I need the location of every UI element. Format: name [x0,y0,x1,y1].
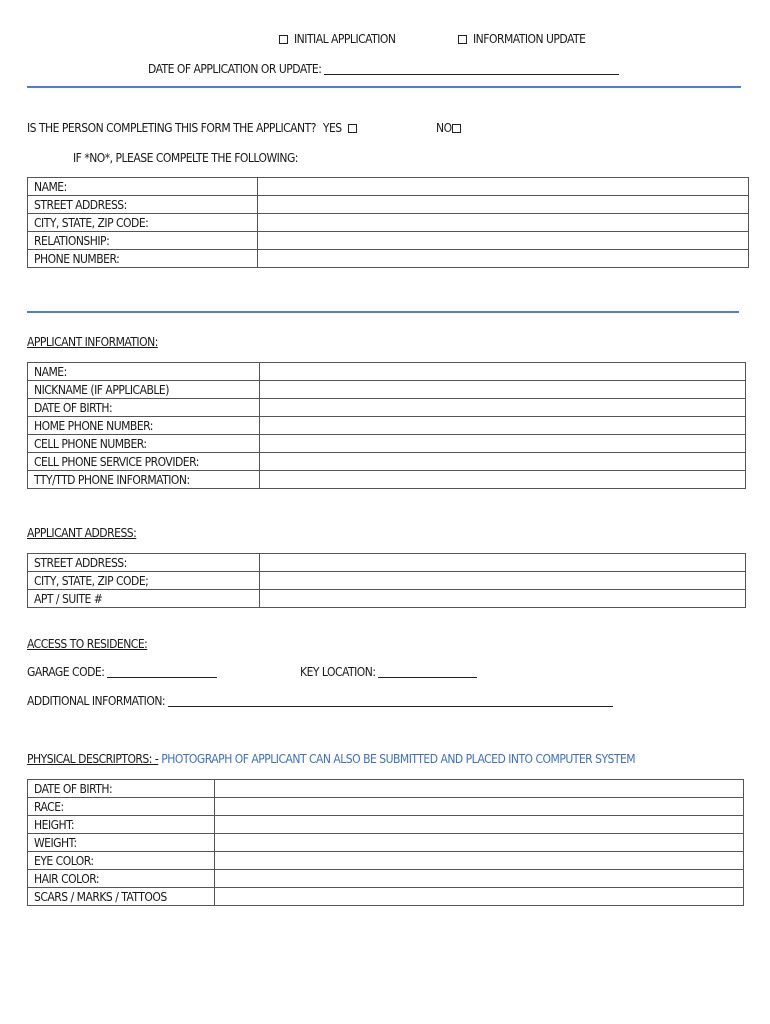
completer-table [27,177,749,268]
additional-information-blank[interactable] [168,696,613,707]
row-input[interactable] [260,363,746,381]
row-label: CELL PHONE NUMBER: [28,435,260,453]
row-input[interactable] [215,834,744,852]
row-label: WEIGHT: [28,834,215,852]
row-input[interactable] [215,816,744,834]
physical-descriptors-table [27,779,744,906]
row-input[interactable] [260,435,746,453]
row-input[interactable] [260,554,746,572]
row-input[interactable] [215,870,744,888]
table-row [28,780,744,798]
applicant-address-table [27,553,746,608]
row-input[interactable] [215,888,744,906]
row-label: CELL PHONE SERVICE PROVIDER: [28,453,260,471]
row-label: HOME PHONE NUMBER: [28,417,260,435]
table-row [28,250,749,268]
row-label: PHONE NUMBER: [28,250,258,268]
row-input[interactable] [215,780,744,798]
row-label: HAIR COLOR: [28,870,215,888]
table-row [28,852,744,870]
row-label: NAME: [28,178,258,196]
table-row [28,453,746,471]
row-input[interactable] [258,214,749,232]
information-update-checkbox[interactable] [458,35,467,44]
additional-information-label: ADDITIONAL INFORMATION: [27,694,166,708]
row-input[interactable] [258,232,749,250]
row-label: DATE OF BIRTH: [28,399,260,417]
row-label: STREET ADDRESS: [28,196,258,214]
access-to-residence-heading: ACCESS TO RESIDENCE: [27,637,148,651]
table-row [28,554,746,572]
garage-code-field[interactable] [27,665,217,679]
table-row [28,590,746,608]
table-row [28,178,749,196]
row-input[interactable] [260,471,746,489]
key-location-blank[interactable] [378,667,477,678]
date-of-application-blank[interactable] [324,64,619,75]
initial-application-label: INITIAL APPLICATION [294,32,396,46]
section-divider [27,86,741,88]
section-divider [27,311,739,313]
row-label: CITY, STATE, ZIP CODE; [28,572,260,590]
row-label: NAME: [28,363,260,381]
row-label: RELATIONSHIP: [28,232,258,250]
row-input[interactable] [260,572,746,590]
table-row [28,798,744,816]
row-input[interactable] [260,417,746,435]
row-input[interactable] [260,453,746,471]
yes-checkbox[interactable] [348,124,357,133]
row-input[interactable] [215,798,744,816]
table-row [28,381,746,399]
date-of-application-label: DATE OF APPLICATION OR UPDATE: [148,62,322,76]
row-label: HEIGHT: [28,816,215,834]
yes-label: YES [322,121,342,135]
row-input[interactable] [215,852,744,870]
information-update-label: INFORMATION UPDATE [473,32,586,46]
row-label: RACE: [28,798,215,816]
completer-question [27,121,357,135]
table-row [28,870,744,888]
table-row [28,888,744,906]
no-option[interactable] [436,121,461,135]
applicant-information-heading: APPLICANT INFORMATION: [27,335,158,349]
initial-application-option[interactable] [279,32,395,46]
table-row [28,572,746,590]
row-label: APT / SUITE # [28,590,260,608]
table-row [28,834,744,852]
row-label: EYE COLOR: [28,852,215,870]
row-input[interactable] [258,196,749,214]
row-label: NICKNAME (IF APPLICABLE) [28,381,260,399]
key-location-label: KEY LOCATION: [300,665,376,679]
table-row [28,196,749,214]
additional-information-field[interactable] [27,694,613,708]
row-input[interactable] [260,590,746,608]
photograph-note: PHOTOGRAPH OF APPLICANT CAN ALSO BE SUBMITTED AND PLACED INTO COMPUTER SYSTEM [161,752,636,766]
initial-application-checkbox[interactable] [279,35,288,44]
table-row [28,214,749,232]
row-input[interactable] [260,399,746,417]
row-label: DATE OF BIRTH: [28,780,215,798]
row-input[interactable] [258,250,749,268]
key-location-field[interactable] [300,665,477,679]
garage-code-label: GARAGE CODE: [27,665,105,679]
completer-instruction: IF *NO*, PLEASE COMPELTE THE FOLLOWING: [73,151,298,165]
physical-descriptors-label: PHYSICAL DESCRIPTORS: - [27,752,159,766]
table-row [28,399,746,417]
garage-code-blank[interactable] [107,667,217,678]
row-input[interactable] [260,381,746,399]
no-checkbox[interactable] [452,124,461,133]
table-row [28,816,744,834]
completer-question-label: IS THE PERSON COMPLETING THIS FORM THE APPLICANT? [27,121,316,135]
applicant-address-heading: APPLICANT ADDRESS: [27,526,137,540]
applicant-information-table [27,362,746,489]
row-label: TTY/TTD PHONE INFORMATION: [28,471,260,489]
physical-descriptors-heading [27,752,635,766]
no-label: NO [436,121,452,135]
table-row [28,363,746,381]
row-input[interactable] [258,178,749,196]
table-row [28,471,746,489]
row-label: CITY, STATE, ZIP CODE: [28,214,258,232]
row-label: STREET ADDRESS: [28,554,260,572]
table-row [28,417,746,435]
date-of-application-field[interactable] [148,62,619,76]
table-row [28,232,749,250]
table-row [28,435,746,453]
row-label: SCARS / MARKS / TATTOOS [28,888,215,906]
information-update-option[interactable] [458,32,585,46]
